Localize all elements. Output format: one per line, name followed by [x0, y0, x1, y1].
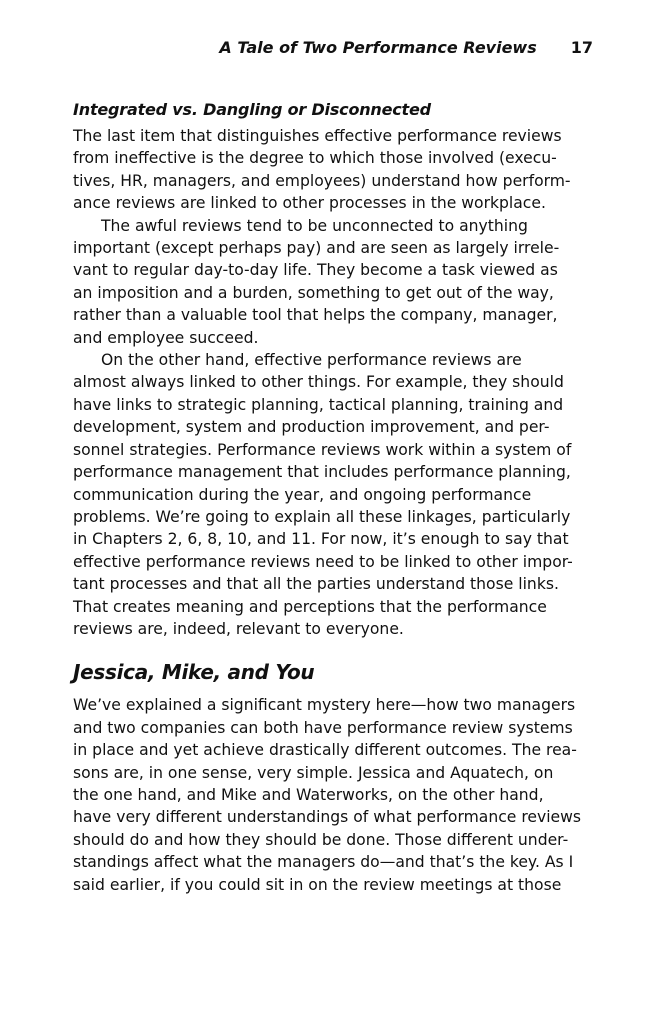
text-line: On the other hand, effective performance reviews are [101, 351, 522, 370]
text-line: the one hand, and Mike and Waterworks, on the other hand, [73, 785, 544, 804]
text-line: tives, HR, managers, and employees) understand how perform- [73, 171, 571, 190]
page-number: 17 [570, 38, 593, 57]
running-title: A Tale of Two Performance Reviews [219, 38, 537, 57]
paragraph [73, 215, 593, 349]
text-line: rather than a valuable tool that helps the company, manager, [73, 306, 558, 325]
section-heading-jessica-mike: Jessica, Mike, and You [73, 660, 315, 685]
text-line: important (except perhaps pay) and are seen as largely irrele- [73, 239, 560, 258]
text-line: performance management that includes performance planning, [73, 463, 571, 482]
paragraph [73, 125, 593, 215]
text-line: almost always linked to other things. For example, they should [73, 373, 564, 392]
book-page [73, 38, 593, 896]
text-line: and employee succeed. [73, 328, 259, 347]
text-line: reviews are, indeed, relevant to everyone. [73, 619, 404, 638]
text-line: have very different understandings of what performance reviews [73, 808, 582, 827]
text-line: That creates meaning and perceptions that the performance [73, 597, 547, 616]
subsection-heading-integrated: Integrated vs. Dangling or Disconnected [73, 100, 431, 119]
text-line: problems. We’re going to explain all these linkages, particularly [73, 507, 571, 526]
text-line: said earlier, if you could sit in on the review meetings at those [73, 875, 562, 894]
text-line: The last item that distinguishes effective performance reviews [73, 127, 562, 145]
text-line: tant processes and that all the parties understand those links. [73, 575, 559, 594]
text-line: We’ve explained a significant mystery here—how two managers [73, 696, 576, 715]
text-line: have links to strategic planning, tactical planning, training and [73, 395, 564, 414]
text-line: should do and how they should be done. Those different under- [73, 830, 569, 849]
text-line: from ineffective is the degree to which those involved (execu- [73, 149, 557, 168]
text-line: ance reviews are linked to other processes in the workplace. [73, 194, 546, 213]
text-line: in place and yet achieve drastically different outcomes. The rea- [73, 741, 577, 760]
text-line: sonnel strategies. Performance reviews work within a system of [73, 440, 572, 459]
text-line: effective performance reviews need to be linked to other impor- [73, 552, 573, 571]
text-line: and two companies can both have performance review systems [73, 718, 573, 737]
text-line: an imposition and a burden, something to get out of the way, [73, 283, 554, 302]
paragraph [73, 349, 593, 640]
text-line: vant to regular day-to-day life. They become a task viewed as [73, 261, 558, 280]
text-line: communication during the year, and ongoing performance [73, 485, 532, 504]
text-line: in Chapters 2, 6, 8, 10, and 11. For now, it’s enough to say that [73, 530, 569, 549]
paragraph [73, 694, 593, 896]
text-line: development, system and production improvement, and per- [73, 418, 550, 437]
text-line: The awful reviews tend to be unconnected to anything [101, 216, 528, 235]
running-header [73, 38, 593, 66]
text-line: standings affect what the managers do—and that’s the key. As I [73, 853, 574, 872]
text-line: sons are, in one sense, very simple. Jessica and Aquatech, on [73, 763, 554, 782]
